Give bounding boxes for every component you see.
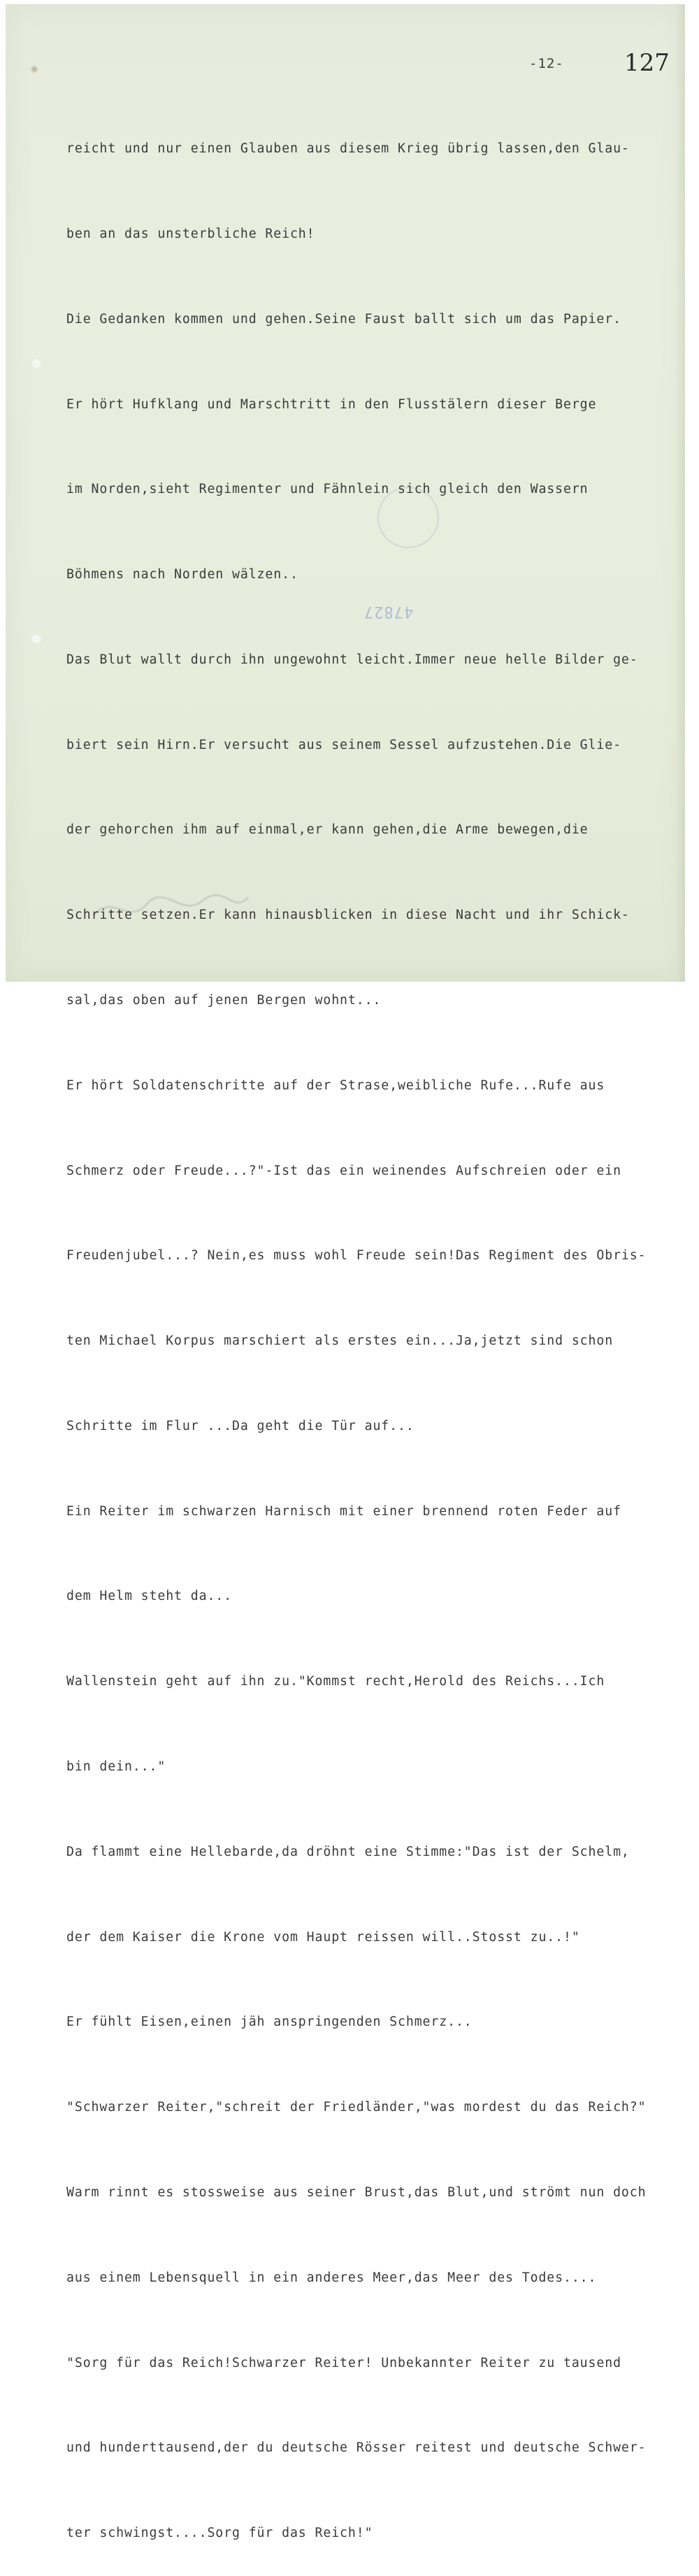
text-line: Das Blut wallt durch ihn ungewohnt leicht.Immer neue helle Bilder ge-	[66, 652, 638, 667]
paper-stain	[31, 64, 38, 74]
archive-stamp-number: 47827	[363, 603, 414, 620]
text-line: Er hört Soldatenschritte auf der Strase,weibliche Rufe...Rufe aus	[66, 1078, 605, 1093]
text-line: Die Gedanken kommen und gehen.Seine Faust ballt sich um das Papier.	[66, 311, 621, 327]
text-line: Da flammt eine Hellebarde,da dröhnt eine Stimme:"Das ist der Schelm,	[66, 1844, 630, 1859]
text-line: ten Michael Korpus marschiert als erstes ein...Ja,jetzt sind schon	[66, 1333, 614, 1349]
text-line: reicht und nur einen Glauben aus diesem Krieg übrig lassen,den Glau-	[66, 141, 630, 157]
paper-edge-shadow	[675, 4, 685, 982]
text-line: aus einem Lebensquell in ein anderes Meer,das Meer des Todes....	[66, 2270, 597, 2285]
text-line: Schmerz oder Freude...?"-Ist das ein weinendes Aufschreien oder ein	[66, 1163, 621, 1178]
text-line: "Schwarzer Reiter,"schreit der Friedländer,"was mordest du das Reich?"	[66, 2100, 647, 2115]
text-line: Schritte im Flur ...Da geht die Tür auf...	[66, 1418, 415, 1433]
typescript-body	[66, 78, 675, 2576]
text-line: ter schwingst....Sorg für das Reich!"	[66, 2526, 373, 2541]
text-line: und hunderttausend,der du deutsche Rösser reitest und deutsche Schwer-	[66, 2440, 647, 2456]
text-line: Böhmens nach Norden wälzen..	[66, 567, 298, 582]
text-line: Warm rinnt es stossweise aus seiner Brust,das Blut,und strömt nun doch	[66, 2184, 647, 2200]
text-line: bin dein..."	[66, 1759, 166, 1775]
text-line: der dem Kaiser die Krone vom Haupt reissen will..Stosst zu..!"	[66, 1929, 580, 1945]
text-line: sal,das oben auf jenen Bergen wohnt...	[66, 993, 382, 1008]
text-line: im Norden,sieht Regimenter und Fähnlein sich gleich den Wassern	[66, 482, 589, 497]
punch-hole-bottom	[31, 634, 42, 645]
text-line: Freudenjubel...? Nein,es muss wohl Freude sein!Das Regiment des Obris-	[66, 1248, 647, 1264]
text-line: dem Helm steht da...	[66, 1589, 232, 1604]
text-line: Er fühlt Eisen,einen jäh anspringenden Schmerz...	[66, 2015, 473, 2030]
text-line: ben an das unsterbliche Reich!	[66, 226, 315, 241]
punch-hole-top	[31, 358, 42, 369]
page-number: -12-	[529, 56, 564, 71]
text-line: Ein Reiter im schwarzen Harnisch mit einer brennend roten Feder auf	[66, 1503, 621, 1519]
text-line: Schritte setzen.Er kann hinausblicken in diese Nacht und ihr Schick-	[66, 908, 630, 923]
text-line: Wallenstein geht auf ihn zu."Kommst recht,Herold des Reichs...Ich	[66, 1674, 605, 1689]
text-line: der gehorchen ihm auf einmal,er kann gehen,die Arme bewegen,die	[66, 822, 589, 838]
text-line: biert sein Hirn.Er versucht aus seinem Sessel aufzustehen.Die Glie-	[66, 737, 621, 752]
text-line: "Sorg für das Reich!Schwarzer Reiter! Unbekannter Reiter zu tausend	[66, 2355, 621, 2370]
text-line: Er hört Hufklang und Marschtritt in den Flusstälern dieser Berge	[66, 396, 597, 412]
folio-number: 127	[624, 49, 670, 77]
